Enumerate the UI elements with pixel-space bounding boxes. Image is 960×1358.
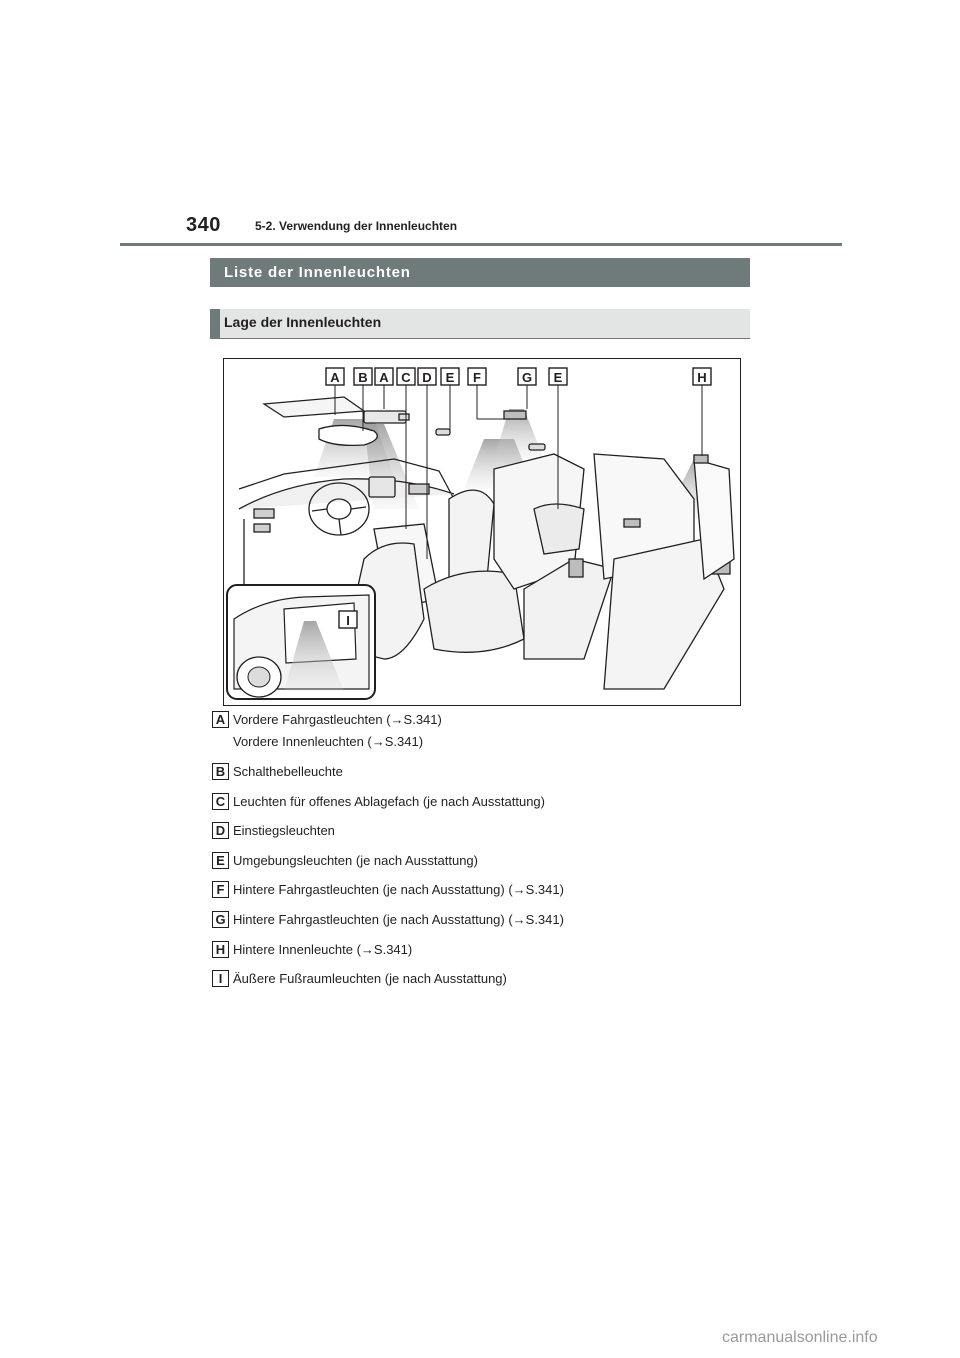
legend-text: Hintere Fahrgastleuchten (je nach Ausstattung) (→S.341) <box>233 882 564 897</box>
callout-i: I <box>346 613 350 628</box>
callout-e-2: E <box>553 370 563 385</box>
section-title: Liste der Innenleuchten <box>210 258 750 287</box>
interior-lights-illustration <box>223 358 741 706</box>
legend-text: Äußere Fußraumleuchten (je nach Ausstattung) <box>233 971 507 986</box>
legend-badge: C <box>212 793 229 810</box>
callout-a-1: A <box>330 370 340 385</box>
legend-badge: D <box>212 822 229 839</box>
callout-g: G <box>521 370 533 385</box>
callout-f: F <box>473 370 481 385</box>
legend-text: Einstiegsleuchten <box>233 823 335 838</box>
callout-c: C <box>401 370 411 385</box>
legend-text: Umgebungsleuchten (je nach Ausstattung) <box>233 853 478 868</box>
legend-badge: H <box>212 941 229 958</box>
legend-badge: G <box>212 911 229 928</box>
legend-badge: B <box>212 763 229 780</box>
subsection-heading <box>210 309 750 339</box>
legend-badge: F <box>212 881 229 898</box>
watermark: carmanualsonline.info <box>722 1329 878 1346</box>
callout-h: H <box>697 370 707 385</box>
legend-text: Vordere Fahrgastleuchten (→S.341) <box>233 712 442 727</box>
legend-text: Schalthebelleuchte <box>233 764 343 779</box>
legend-text: Leuchten für offenes Ablagefach (je nach Ausstattung) <box>233 794 545 809</box>
legend-badge: I <box>212 970 229 987</box>
page-number: 340 <box>186 214 221 236</box>
header-divider <box>120 243 842 246</box>
callout-e-1: E <box>445 370 455 385</box>
callout-a-2: A <box>379 370 389 385</box>
callout-d: D <box>422 370 432 385</box>
legend-badge: A <box>212 711 229 728</box>
legend-text: Hintere Innenleuchte (→S.341) <box>233 942 413 957</box>
legend-badge: E <box>212 852 229 869</box>
subsection-title: Lage der Innenleuchten <box>224 314 382 330</box>
exterior-inset <box>227 585 375 699</box>
subsection-accent <box>210 309 220 338</box>
legend-text: Hintere Fahrgastleuchten (je nach Ausstattung) (→S.341) <box>233 912 564 927</box>
callout-b: B <box>358 370 368 385</box>
legend-text-line2: Vordere Innenleuchten (→S.341) <box>233 734 424 749</box>
section-reference: 5-2. Verwendung der Innenleuchten <box>255 219 458 233</box>
